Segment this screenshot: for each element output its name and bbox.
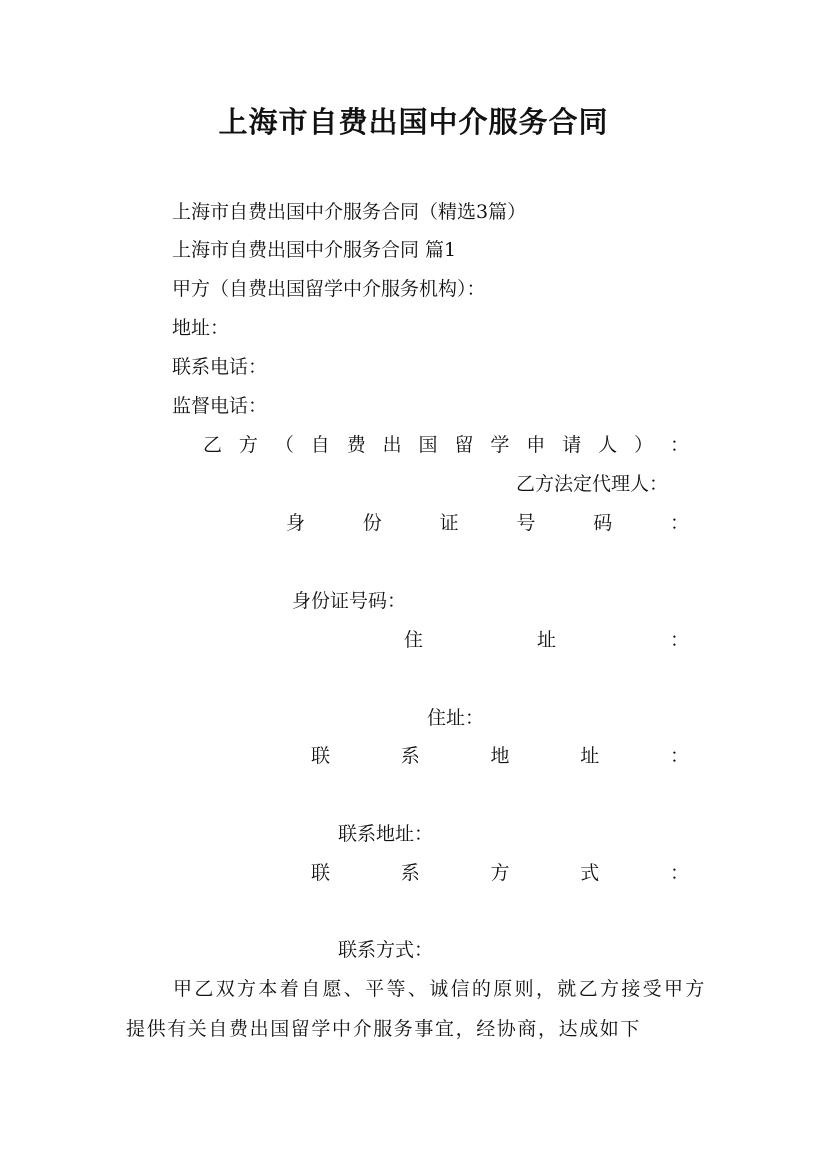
party-b-char: 请 (562, 434, 582, 456)
contact-address-char: 地 (490, 745, 510, 767)
legal-representative-label: 乙方法定代理人： (516, 473, 669, 495)
contact-method-char: ： (669, 862, 689, 884)
contact-address-char: 联 (311, 745, 331, 767)
residence-char: 址 (536, 629, 556, 651)
contact-address-label: 联系地址： (338, 823, 434, 845)
party-b-char: ） (634, 434, 654, 456)
residence-char: 住 (404, 629, 424, 651)
party-b-char: ： (669, 434, 689, 456)
id-char: 号 (516, 512, 536, 534)
heading-collection: 上海市自费出国中介服务合同（精选3篇） (172, 201, 527, 223)
residence-char: ： (669, 629, 689, 651)
party-b-char: （ (274, 434, 294, 456)
contact-phone-label: 联系电话： (172, 356, 268, 378)
party-a-label: 甲方（自费出国留学中介服务机构）： (172, 278, 486, 300)
agreement-paragraph: 甲乙双方本着自愿、平等、诚信的原则，就乙方接受甲方提供有关自费出国留学中介服务事宜，经协商，达成如下 (126, 978, 706, 1040)
party-b-label (203, 432, 689, 458)
contact-address-char: 系 (400, 745, 420, 767)
heading-part-1: 上海市自费出国中介服务合同 篇1 (172, 239, 457, 261)
party-b-char: 自 (310, 434, 330, 456)
id-char: 份 (362, 512, 382, 534)
id-char: ： (669, 512, 689, 534)
party-b-char: 乙 (203, 434, 223, 456)
party-b-char: 人 (598, 434, 618, 456)
contact-address-char: 址 (580, 745, 600, 767)
party-b-char: 申 (526, 434, 546, 456)
party-b-char: 费 (346, 434, 366, 456)
id-number-label-spread (286, 510, 689, 536)
contact-address-char: ： (669, 745, 689, 767)
party-b-char: 方 (238, 434, 258, 456)
contact-method-char: 联 (311, 862, 331, 884)
id-number-label: 身份证号码： (292, 590, 407, 612)
contact-method-char: 系 (400, 862, 420, 884)
party-b-char: 国 (418, 434, 438, 456)
contact-method-char: 式 (580, 862, 600, 884)
address-label: 地址： (172, 317, 230, 339)
party-b-char: 出 (382, 434, 402, 456)
document-title: 上海市自费出国中介服务合同 (218, 105, 609, 139)
contact-method-label-spread (311, 860, 689, 886)
contact-address-label-spread (311, 743, 689, 769)
party-b-char: 学 (490, 434, 510, 456)
id-char: 码 (593, 512, 613, 534)
contact-method-label: 联系方式： (338, 939, 434, 961)
party-b-char: 留 (454, 434, 474, 456)
contact-method-char: 方 (490, 862, 510, 884)
id-char: 身 (286, 512, 306, 534)
residence-label-spread (404, 627, 689, 653)
supervision-phone-label: 监督电话： (172, 395, 268, 417)
residence-label: 住址： (427, 707, 485, 729)
id-char: 证 (439, 512, 459, 534)
